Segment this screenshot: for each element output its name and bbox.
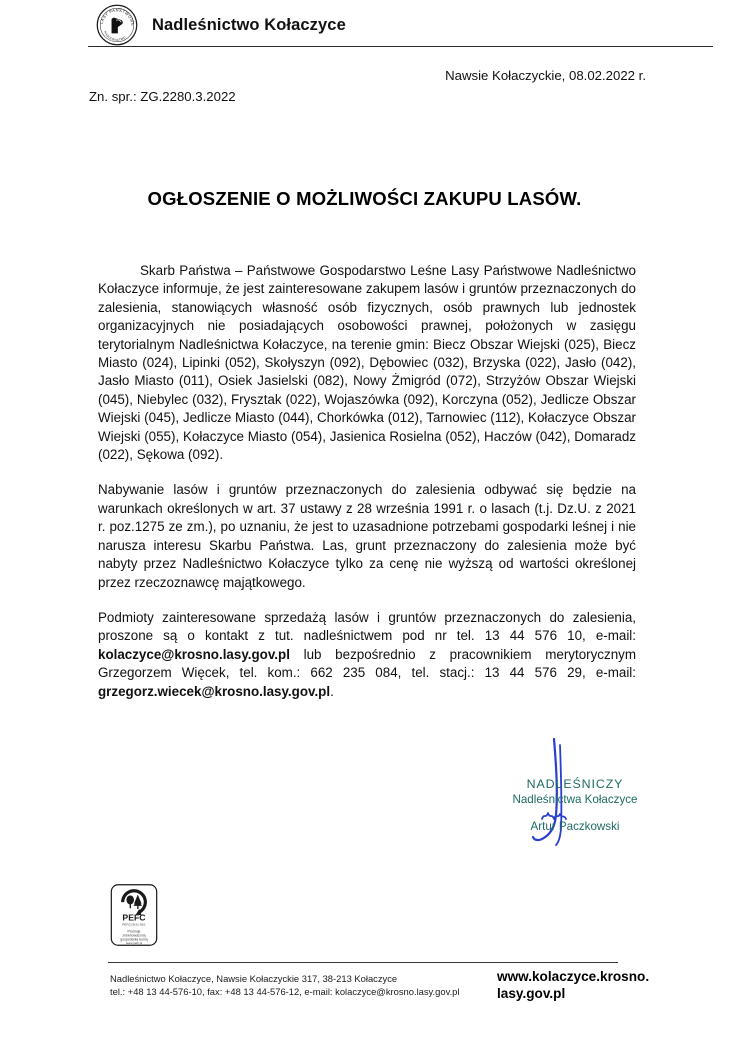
svg-text:LASY PAŃSTWOWE: LASY PAŃSTWOWE [98, 7, 136, 27]
footer-address-line2: tel.: +48 13 44-576-10, fax: +48 13 44-576-12, e-mail: kolaczyce@krosno.lasy.gov.pl [110, 986, 460, 997]
footer-website-line2: lasy.gov.pl [497, 986, 566, 1001]
signature-role: NADLEŚNICZY [526, 777, 624, 791]
signature-unit: Nadleśnictwa Kołaczyce [512, 792, 638, 806]
paragraph-contact [98, 609, 636, 701]
header-title: Nadleśnictwo Kołaczyce [152, 15, 346, 34]
paragraph-scope: Skarb Państwa – Państwowe Gospodarstwo Leśne Lasy Państwowe Nadleśnictwo Kołaczyce informuje, że jest zainteresowane zakupem lasów i gruntów przeznaczonych do zalesienia, stanowiących własność osób fizycznych, osób prawnych lub jednostek organizacyjnych nie posiadających osobowości prawnej, położonych w zasięgu terytorialnym Nadleśnictwa Kołaczyce, na terenie gmin: Biecz Obszar Wiejski (025), Biecz Miasto (024), Lipinki (052), Skołyszyn (092), Dębowiec (032), Brzyska (022), Jasło (042), Jasło Miasto (011), Osiek Jasielski (082), Nowy Żmigród (072), Strzyżów Obszar Wiejski (045), Niebylec (032), Frysztak (022), Wojaszówka (092), Korczyna (052), Jedlicze Obszar Wiejski (045), Jedlicze Miasto (044), Chorkówka (012), Tarnowiec (112), Kołaczyce Obszar Wiejski (055), Kołaczyce Miasto (054), Jasienica Rosielna (052), Haczów (042), Domaradz (022), Sękowa (092). [98, 263, 636, 463]
contact-email-officer: grzegorz.wiecek@krosno.lasy.gov.pl [98, 683, 331, 699]
contact-email-office: kolaczyce@krosno.lasy.gov.pl [98, 646, 290, 662]
footer-website[interactable] [497, 968, 649, 1002]
document-body [98, 262, 636, 718]
place-and-date: Nawsie Kołaczyckie, 08.02.2022 r. [445, 68, 646, 83]
signature-text [470, 777, 680, 835]
signature-name: Artur Paczkowski [530, 819, 620, 833]
paragraph-legal-terms: Nabywanie lasów i gruntów przeznaczonych do zalesienia odbywać się będzie na warunkach określonych w art. 37 ustawy z 28 września 1991 r. o lasach (t.j. Dz.U. z 2021 r. poz.1275 ze zm.), po uznaniu, że jest to uzasadnione potrzebami gospodarki leśnej i nie narusza interesu Skarbu Państwa. Las, grunt przeznaczony do zalesienia może być nabyty przez Nadleśnictwo Kołaczyce tylko za cenę nie wyższą od wartości określonej przez rzeczoznawcę majątkowego. [98, 482, 636, 590]
pefc-claim-line1: Promuje [127, 929, 141, 934]
document-header [0, 0, 729, 52]
footer-address-line1: Nadleśnictwo Kołaczyce, Nawsie Kołaczyckie 317, 38-213 Kołaczyce [110, 973, 398, 984]
footer-address [110, 972, 459, 998]
page-title: OGŁOSZENIE O MOŻLIWOŚCI ZAKUPU LASÓW. [147, 188, 582, 209]
reference-number: Zn. spr.: ZG.2280.3.2022 [89, 89, 236, 104]
pefc-certification-logo-icon [110, 884, 158, 946]
contact-text-part1: Podmioty zainteresowane sprzedażą lasów i gruntów przeznaczonych do zalesienia, proszone są o kontakt z tut. nadleśnictwem pod nr tel. 13 44 576 10, e-mail: [98, 609, 636, 644]
footer-divider [108, 962, 618, 963]
lasy-panstwowe-logo-icon [96, 4, 138, 46]
footer-website-line1: www.kolaczyce.krosno. [497, 969, 650, 984]
svg-text:NADLESNICTWO: NADLESNICTWO [103, 30, 127, 43]
pefc-label: PEFC [122, 912, 146, 923]
pefc-sublabel: PEFC/18-21-02/1 [122, 922, 146, 927]
header-branding [96, 4, 346, 46]
contact-text-part2: lub bezpośrednio z pracownikiem merytorycznym Grzegorzem Więcek, tel. kom.: 662 235 084, tel. stacj.: 13 44 576 29, e-mail: [98, 646, 636, 681]
pefc-claim-line2: zrównoważoną [122, 933, 146, 938]
signature-block [470, 733, 680, 853]
pefc-claim-line4: www.pefc.pl [125, 941, 143, 946]
header-divider [88, 46, 713, 47]
contact-text-part3: . [330, 683, 334, 699]
pefc-claim-line3: gospodarkę leśną [120, 937, 148, 942]
